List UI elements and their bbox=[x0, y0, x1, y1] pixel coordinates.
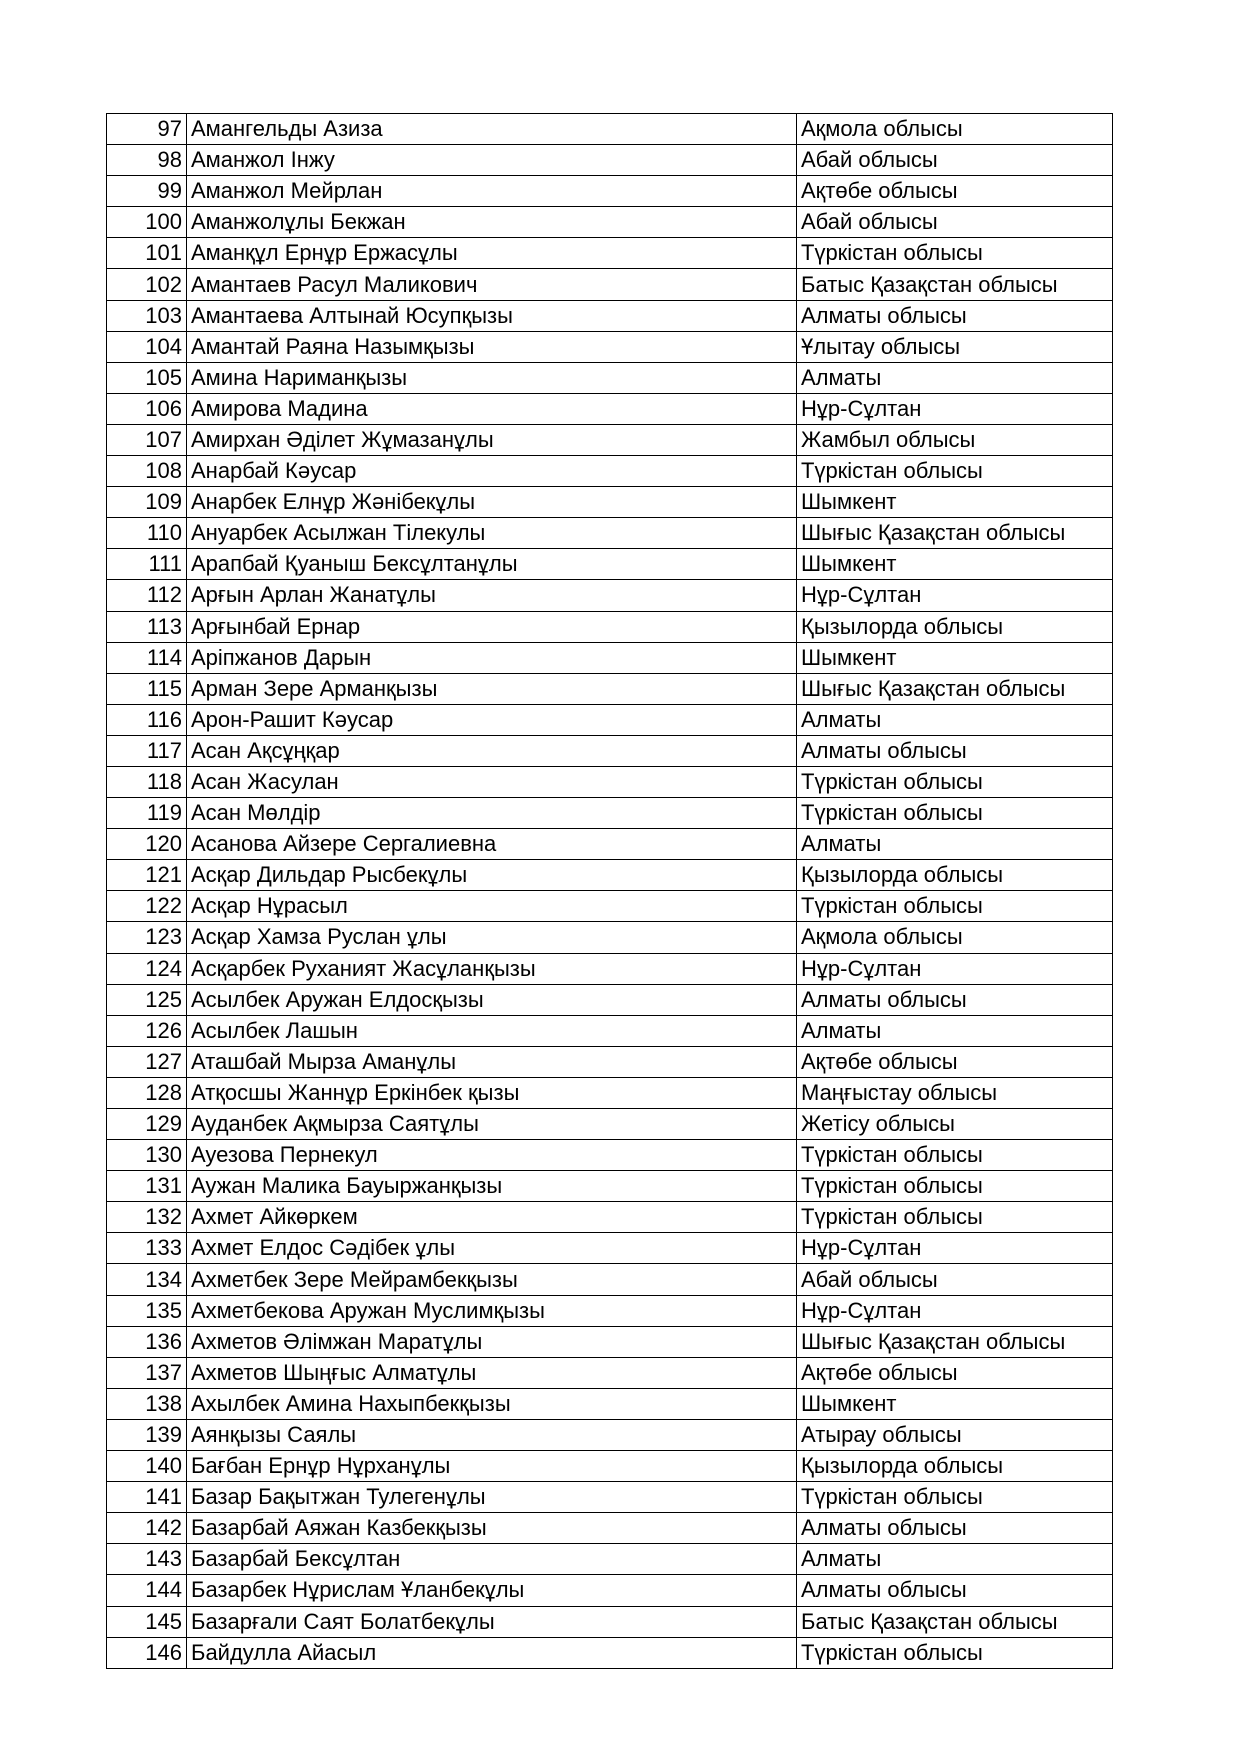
participant-region: Алматы облысы bbox=[797, 1575, 1113, 1606]
table-row bbox=[107, 860, 1113, 891]
participant-region: Шымкент bbox=[797, 1388, 1113, 1419]
table-row bbox=[107, 1357, 1113, 1388]
row-number: 139 bbox=[107, 1419, 187, 1450]
table-row bbox=[107, 1482, 1113, 1513]
participant-name: Арман Зере Арманқызы bbox=[187, 673, 797, 704]
participant-name: Ахметов Шыңғыс Алматұлы bbox=[187, 1357, 797, 1388]
row-number: 127 bbox=[107, 1046, 187, 1077]
participant-region: Түркістан облысы bbox=[797, 1637, 1113, 1668]
row-number: 138 bbox=[107, 1388, 187, 1419]
table-body bbox=[107, 114, 1113, 1669]
participant-region: Қызылорда облысы bbox=[797, 1451, 1113, 1482]
row-number: 133 bbox=[107, 1233, 187, 1264]
participant-name: Анарбек Елнұр Жәнібекұлы bbox=[187, 487, 797, 518]
participant-name: Ахметбекова Аружан Муслимқызы bbox=[187, 1295, 797, 1326]
participant-region: Абай облысы bbox=[797, 207, 1113, 238]
row-number: 101 bbox=[107, 238, 187, 269]
participant-name: Амирхан Әділет Жұмазанұлы bbox=[187, 424, 797, 455]
participant-name: Базарбай Аяжан Казбекқызы bbox=[187, 1513, 797, 1544]
row-number: 110 bbox=[107, 518, 187, 549]
row-number: 143 bbox=[107, 1544, 187, 1575]
participant-region: Ақтөбе облысы bbox=[797, 1046, 1113, 1077]
participant-name: Ахмет Айкөркем bbox=[187, 1202, 797, 1233]
participant-region: Түркістан облысы bbox=[797, 238, 1113, 269]
row-number: 140 bbox=[107, 1451, 187, 1482]
participant-region: Ақтөбе облысы bbox=[797, 176, 1113, 207]
participant-region: Түркістан облысы bbox=[797, 1482, 1113, 1513]
table-row bbox=[107, 829, 1113, 860]
participant-name: Ахылбек Амина Нахыпбекқызы bbox=[187, 1388, 797, 1419]
table-row bbox=[107, 1233, 1113, 1264]
table-row bbox=[107, 1140, 1113, 1171]
row-number: 132 bbox=[107, 1202, 187, 1233]
table-row bbox=[107, 487, 1113, 518]
participant-name: Аманжолұлы Бекжан bbox=[187, 207, 797, 238]
participant-region: Шымкент bbox=[797, 549, 1113, 580]
participant-region: Нұр-Сұлтан bbox=[797, 1233, 1113, 1264]
table-row bbox=[107, 1202, 1113, 1233]
participant-region: Алматы облысы bbox=[797, 735, 1113, 766]
participant-name: Бағбан Ернұр Нұрханұлы bbox=[187, 1451, 797, 1482]
participant-region: Қызылорда облысы bbox=[797, 860, 1113, 891]
participant-name: Арғынбай Ернар bbox=[187, 611, 797, 642]
row-number: 121 bbox=[107, 860, 187, 891]
participant-region: Абай облысы bbox=[797, 1264, 1113, 1295]
table-row bbox=[107, 1606, 1113, 1637]
row-number: 128 bbox=[107, 1077, 187, 1108]
participant-region: Маңғыстау облысы bbox=[797, 1077, 1113, 1108]
participant-name: Ауданбек Ақмырза Саятұлы bbox=[187, 1109, 797, 1140]
table-row bbox=[107, 1015, 1113, 1046]
participant-name: Арғын Арлан Жанатұлы bbox=[187, 580, 797, 611]
participant-region: Алматы bbox=[797, 829, 1113, 860]
row-number: 99 bbox=[107, 176, 187, 207]
table-row bbox=[107, 549, 1113, 580]
participant-region: Шымкент bbox=[797, 642, 1113, 673]
row-number: 107 bbox=[107, 424, 187, 455]
row-number: 105 bbox=[107, 362, 187, 393]
row-number: 98 bbox=[107, 145, 187, 176]
table-row bbox=[107, 704, 1113, 735]
participant-name: Байдулла Айасыл bbox=[187, 1637, 797, 1668]
participant-name: Амангельды Азиза bbox=[187, 114, 797, 145]
participant-name: Анарбай Кәусар bbox=[187, 456, 797, 487]
table-row bbox=[107, 300, 1113, 331]
participant-name: Ануарбек Асылжан Тілекулы bbox=[187, 518, 797, 549]
participant-region: Алматы bbox=[797, 1544, 1113, 1575]
table-row bbox=[107, 1046, 1113, 1077]
participant-region: Ұлытау облысы bbox=[797, 331, 1113, 362]
row-number: 100 bbox=[107, 207, 187, 238]
participant-name: Аташбай Мырза Аманұлы bbox=[187, 1046, 797, 1077]
participant-name: Асанова Айзере Сергалиевна bbox=[187, 829, 797, 860]
table-row bbox=[107, 984, 1113, 1015]
participant-region: Қызылорда облысы bbox=[797, 611, 1113, 642]
table-row bbox=[107, 580, 1113, 611]
row-number: 113 bbox=[107, 611, 187, 642]
row-number: 122 bbox=[107, 891, 187, 922]
participant-name: Асан Ақсұңқар bbox=[187, 735, 797, 766]
participant-region: Түркістан облысы bbox=[797, 1171, 1113, 1202]
participant-region: Ақмола облысы bbox=[797, 114, 1113, 145]
participant-region: Алматы bbox=[797, 362, 1113, 393]
row-number: 130 bbox=[107, 1140, 187, 1171]
row-number: 125 bbox=[107, 984, 187, 1015]
participant-region: Алматы облысы bbox=[797, 300, 1113, 331]
participant-name: Асқарбек Руханият Жасұланқызы bbox=[187, 953, 797, 984]
table-row bbox=[107, 611, 1113, 642]
table-row bbox=[107, 456, 1113, 487]
table-row bbox=[107, 1171, 1113, 1202]
row-number: 97 bbox=[107, 114, 187, 145]
table-row bbox=[107, 673, 1113, 704]
table-row bbox=[107, 362, 1113, 393]
table-row bbox=[107, 1451, 1113, 1482]
row-number: 135 bbox=[107, 1295, 187, 1326]
participant-name: Аужан Малика Бауыржанқызы bbox=[187, 1171, 797, 1202]
participant-region: Жетісу облысы bbox=[797, 1109, 1113, 1140]
row-number: 124 bbox=[107, 953, 187, 984]
row-number: 104 bbox=[107, 331, 187, 362]
table-row bbox=[107, 1326, 1113, 1357]
participant-name: Амантай Раяна Назымқызы bbox=[187, 331, 797, 362]
participant-name: Аманжол Мейрлан bbox=[187, 176, 797, 207]
participant-name: Асылбек Лашын bbox=[187, 1015, 797, 1046]
table-row bbox=[107, 1544, 1113, 1575]
participant-region: Ақтөбе облысы bbox=[797, 1357, 1113, 1388]
participant-region: Нұр-Сұлтан bbox=[797, 953, 1113, 984]
table-row bbox=[107, 1264, 1113, 1295]
participant-name: Асқар Хамза Руслан ұлы bbox=[187, 922, 797, 953]
participant-name: Аманжол Інжу bbox=[187, 145, 797, 176]
participant-name: Ахметов Әлімжан Маратұлы bbox=[187, 1326, 797, 1357]
participant-region: Ақмола облысы bbox=[797, 922, 1113, 953]
participant-name: Базарбек Нұрислам Ұланбекұлы bbox=[187, 1575, 797, 1606]
participants-table bbox=[106, 113, 1113, 1669]
participant-region: Түркістан облысы bbox=[797, 766, 1113, 797]
row-number: 136 bbox=[107, 1326, 187, 1357]
participant-name: Базарбай Бексұлтан bbox=[187, 1544, 797, 1575]
participant-region: Батыс Қазақстан облысы bbox=[797, 1606, 1113, 1637]
participant-region: Шығыс Қазақстан облысы bbox=[797, 518, 1113, 549]
table-row bbox=[107, 207, 1113, 238]
participant-region: Шымкент bbox=[797, 487, 1113, 518]
row-number: 111 bbox=[107, 549, 187, 580]
row-number: 145 bbox=[107, 1606, 187, 1637]
table-row bbox=[107, 331, 1113, 362]
table-row bbox=[107, 1388, 1113, 1419]
row-number: 112 bbox=[107, 580, 187, 611]
row-number: 134 bbox=[107, 1264, 187, 1295]
table-row bbox=[107, 1575, 1113, 1606]
participant-name: Аянқызы Саялы bbox=[187, 1419, 797, 1450]
table-row bbox=[107, 518, 1113, 549]
table-row bbox=[107, 424, 1113, 455]
participant-name: Амирова Мадина bbox=[187, 393, 797, 424]
row-number: 131 bbox=[107, 1171, 187, 1202]
row-number: 126 bbox=[107, 1015, 187, 1046]
participant-region: Атырау облысы bbox=[797, 1419, 1113, 1450]
table-row bbox=[107, 114, 1113, 145]
participant-region: Батыс Қазақстан облысы bbox=[797, 269, 1113, 300]
participant-name: Ахмет Елдос Сәдібек ұлы bbox=[187, 1233, 797, 1264]
table-row bbox=[107, 798, 1113, 829]
row-number: 142 bbox=[107, 1513, 187, 1544]
participant-name: Арон-Рашит Кәусар bbox=[187, 704, 797, 735]
participant-name: Асқар Дильдар Рысбекұлы bbox=[187, 860, 797, 891]
participant-name: Асан Мөлдір bbox=[187, 798, 797, 829]
participant-region: Алматы облысы bbox=[797, 1513, 1113, 1544]
row-number: 141 bbox=[107, 1482, 187, 1513]
participant-region: Шығыс Қазақстан облысы bbox=[797, 1326, 1113, 1357]
table-row bbox=[107, 393, 1113, 424]
row-number: 119 bbox=[107, 798, 187, 829]
participant-name: Асқар Нұрасыл bbox=[187, 891, 797, 922]
participant-region: Түркістан облысы bbox=[797, 891, 1113, 922]
table-row bbox=[107, 269, 1113, 300]
row-number: 120 bbox=[107, 829, 187, 860]
participant-region: Алматы bbox=[797, 1015, 1113, 1046]
row-number: 102 bbox=[107, 269, 187, 300]
participant-region: Жамбыл облысы bbox=[797, 424, 1113, 455]
participant-name: Амина Нариманқызы bbox=[187, 362, 797, 393]
participant-region: Түркістан облысы bbox=[797, 456, 1113, 487]
participant-region: Нұр-Сұлтан bbox=[797, 393, 1113, 424]
row-number: 115 bbox=[107, 673, 187, 704]
table-row bbox=[107, 735, 1113, 766]
participant-name: Ахметбек Зере Мейрамбекқызы bbox=[187, 1264, 797, 1295]
table-row bbox=[107, 176, 1113, 207]
table-row bbox=[107, 1513, 1113, 1544]
table-row bbox=[107, 953, 1113, 984]
participant-region: Алматы облысы bbox=[797, 984, 1113, 1015]
table-row bbox=[107, 238, 1113, 269]
table-row bbox=[107, 1295, 1113, 1326]
participant-region: Түркістан облысы bbox=[797, 1140, 1113, 1171]
table-row bbox=[107, 1109, 1113, 1140]
participant-name: Аріпжанов Дарын bbox=[187, 642, 797, 673]
participant-name: Базарғали Саят Болатбекұлы bbox=[187, 1606, 797, 1637]
table-row bbox=[107, 642, 1113, 673]
participant-name: Ауезова Пернекул bbox=[187, 1140, 797, 1171]
row-number: 106 bbox=[107, 393, 187, 424]
participant-region: Түркістан облысы bbox=[797, 798, 1113, 829]
row-number: 103 bbox=[107, 300, 187, 331]
row-number: 116 bbox=[107, 704, 187, 735]
row-number: 144 bbox=[107, 1575, 187, 1606]
row-number: 146 bbox=[107, 1637, 187, 1668]
participant-region: Түркістан облысы bbox=[797, 1202, 1113, 1233]
table-row bbox=[107, 1637, 1113, 1668]
participant-name: Арапбай Қуаныш Бексұлтанұлы bbox=[187, 549, 797, 580]
row-number: 137 bbox=[107, 1357, 187, 1388]
table-row bbox=[107, 766, 1113, 797]
participant-name: Амантаев Расул Маликович bbox=[187, 269, 797, 300]
participant-name: Атқосшы Жаннұр Еркінбек қызы bbox=[187, 1077, 797, 1108]
row-number: 129 bbox=[107, 1109, 187, 1140]
table-row bbox=[107, 1419, 1113, 1450]
participant-region: Нұр-Сұлтан bbox=[797, 1295, 1113, 1326]
row-number: 109 bbox=[107, 487, 187, 518]
participant-name: Аманқұл Ернұр Ержасұлы bbox=[187, 238, 797, 269]
table-row bbox=[107, 145, 1113, 176]
table-row bbox=[107, 891, 1113, 922]
row-number: 108 bbox=[107, 456, 187, 487]
participant-region: Шығыс Қазақстан облысы bbox=[797, 673, 1113, 704]
participant-region: Алматы bbox=[797, 704, 1113, 735]
participant-region: Нұр-Сұлтан bbox=[797, 580, 1113, 611]
participant-region: Абай облысы bbox=[797, 145, 1113, 176]
row-number: 118 bbox=[107, 766, 187, 797]
participant-name: Асан Жасулан bbox=[187, 766, 797, 797]
table-row bbox=[107, 1077, 1113, 1108]
participant-name: Базар Бақытжан Тулегенұлы bbox=[187, 1482, 797, 1513]
table-row bbox=[107, 922, 1113, 953]
row-number: 114 bbox=[107, 642, 187, 673]
participant-name: Амантаева Алтынай Юсупқызы bbox=[187, 300, 797, 331]
row-number: 117 bbox=[107, 735, 187, 766]
participant-name: Асылбек Аружан Елдосқызы bbox=[187, 984, 797, 1015]
row-number: 123 bbox=[107, 922, 187, 953]
